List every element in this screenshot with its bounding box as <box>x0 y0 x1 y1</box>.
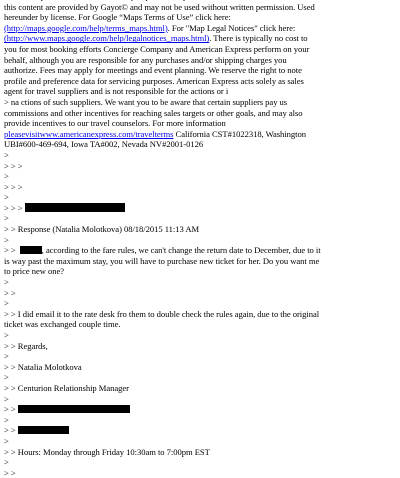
license-line-12: commissions and other incentives for reaching sales targets or other goals, and may also <box>4 107 303 118</box>
rate-desk-line-1: > > I did email it to the rate desk fro them to double check the rules again, due to the original <box>4 308 320 319</box>
fare-para-line-1 <box>4 245 396 256</box>
license-line-3: hereunder by license. For Google “Maps Terms of Use” click here: <box>4 12 231 23</box>
maps-terms-link[interactable]: (http://maps.google.com/help/terms_maps.html) <box>4 22 168 33</box>
quote-marker: > <box>4 351 9 362</box>
redacted-line-3 <box>4 425 396 436</box>
legal-notices-link[interactable]: (http://www.maps.google.com/help/legalnotices_maps.html) <box>4 33 210 44</box>
sign-off-title: > > Centurion Relationship Manager <box>4 382 129 393</box>
email-body <box>4 0 396 478</box>
fare-para-line-2: is way past the maximum stay, you will have to purchase new ticket for her. Do you want me <box>4 255 320 266</box>
redaction-bar <box>25 203 125 212</box>
redaction-bar <box>18 426 69 435</box>
license-line-2: this content are provided by Gayot© and may not be used without written permission. Used <box>4 1 315 12</box>
quote-marker: > > <box>4 245 18 256</box>
quote-marker: > > > <box>4 181 23 192</box>
response-header: > > Response (Natalia Molotkova) 08/18/2015 11:13 AM <box>4 224 200 235</box>
license-line-8: authorize. Fees may apply for meetings and event planning. We reserve the right to note <box>4 65 302 76</box>
quote-marker: > <box>4 192 9 203</box>
quote-marker: > <box>4 298 9 309</box>
license-line-15: UBI#600-469-694, Iowa TA#002, Nevada NV#2001-0126 <box>4 139 204 150</box>
travelterms-link[interactable]: pleasevisitwww.americanexpress.com/travelterms <box>4 128 174 139</box>
license-line-4 <box>4 23 396 34</box>
license-line-5-text: . There is typically no cost to <box>209 33 308 44</box>
quote-marker: > <box>4 393 9 404</box>
license-line-13: provide incentives to our travel counselors. For more information <box>4 118 226 129</box>
license-line-11: > na ctions of such suppliers. We want you to be aware that certain suppliers pay us <box>4 96 288 107</box>
quote-marker: > <box>4 149 9 160</box>
quote-marker: > <box>4 234 9 245</box>
fare-para-text: , according to the fare rules, we can't change the return date to December, due to it <box>41 245 321 256</box>
quote-marker: > > <box>4 404 16 415</box>
redaction-bar <box>18 405 130 414</box>
license-line-10: agent for travel suppliers and is not responsible for the actions or i <box>4 86 229 97</box>
sign-off-name: > > Natalia Molotkova <box>4 361 82 372</box>
quote-marker: > <box>4 213 9 224</box>
license-line-4-text: . For "Map Legal Notices" click here: <box>167 22 296 33</box>
redacted-line-2 <box>4 404 396 415</box>
sign-off-regards: > > Regards, <box>4 340 48 351</box>
quote-marker: > <box>4 457 9 468</box>
quote-marker: > <box>4 414 9 425</box>
license-line-5 <box>4 33 396 44</box>
license-line-6: you for most booking efforts Concierge Company and American Express perform on your <box>4 43 310 54</box>
license-line-7: behalf, although you are responsible for any purchases and/or shipping charges you <box>4 54 287 65</box>
quote-marker: > <box>4 372 9 383</box>
quote-marker: > > <box>4 287 16 298</box>
quote-marker: > <box>4 435 9 446</box>
quote-marker: > > > <box>4 202 23 213</box>
fare-para-line-3: to price new one? <box>4 266 64 277</box>
quote-marker: > > <box>4 425 16 436</box>
license-line-14 <box>4 129 396 140</box>
license-line-14-text: California CST#1022318, Washington <box>173 128 306 139</box>
quote-marker: > <box>4 171 9 182</box>
quote-marker: > <box>4 330 9 340</box>
redaction-bar <box>20 246 42 255</box>
redacted-line-1 <box>4 203 396 214</box>
rate-desk-line-2: ticket was exchanged couple time. <box>4 319 121 330</box>
quote-marker: > > <box>4 467 16 478</box>
sign-off-hours: > > Hours: Monday through Friday 10:30am to 7:00pm EST <box>4 446 210 457</box>
quote-marker: > > > <box>4 160 23 171</box>
license-line-9: profile and preference data for servicing purposes. American Express acts solely as sales <box>4 75 304 86</box>
quote-marker: > <box>4 277 9 288</box>
